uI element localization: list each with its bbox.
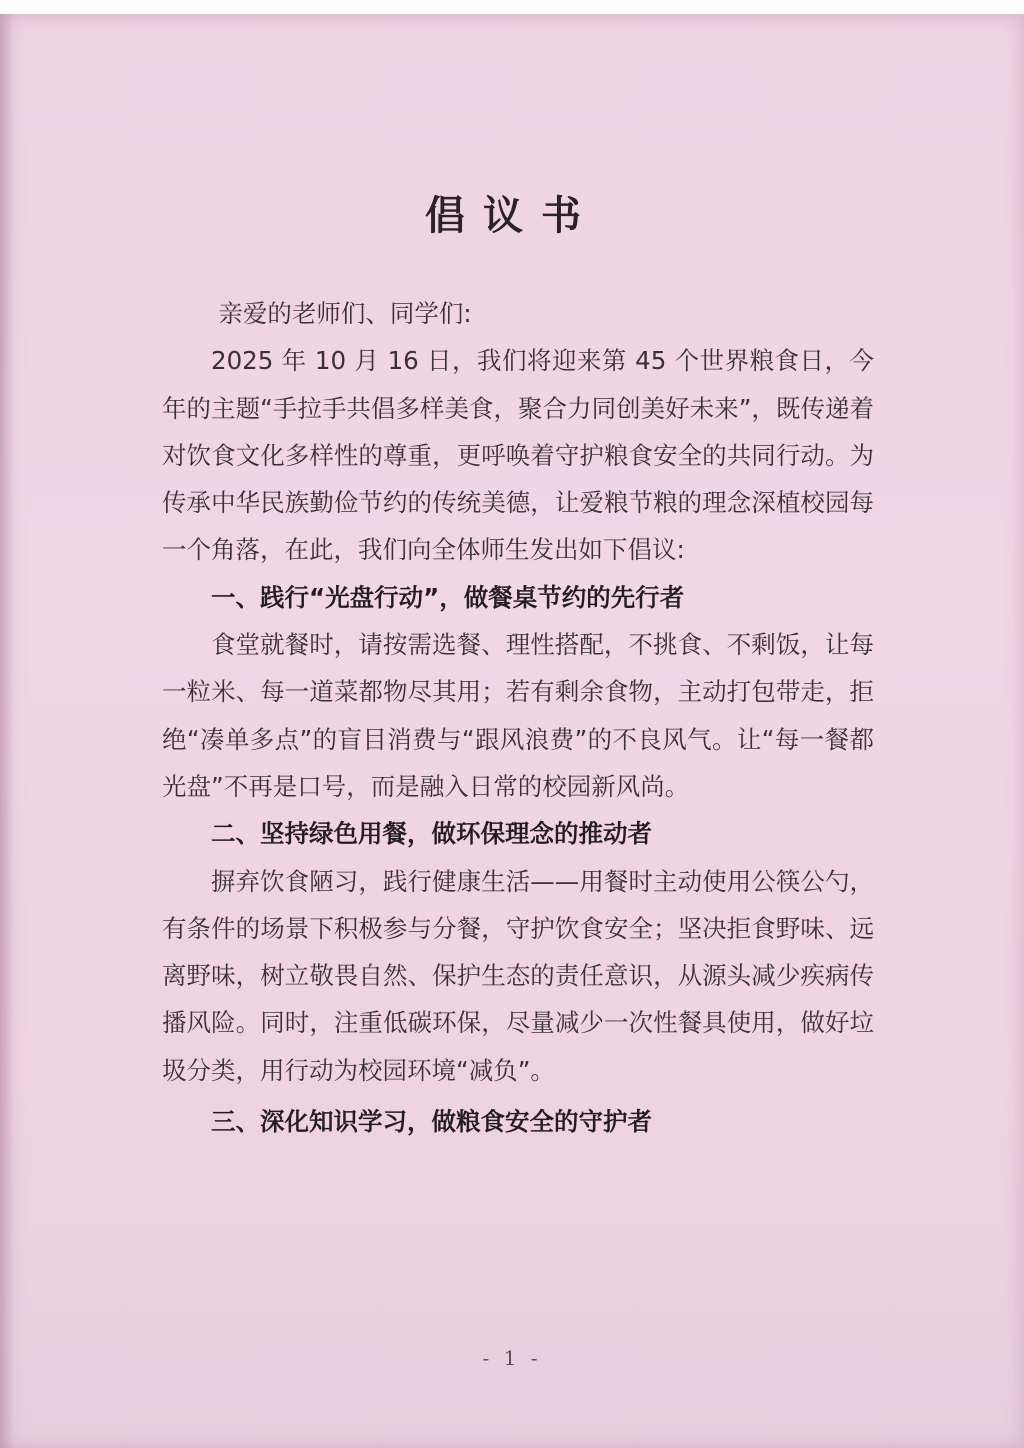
greeting: 亲爱的老师们、同学们: bbox=[218, 299, 472, 328]
section-heading-3: 三、深化知识学习，做粮食安全的守护者 bbox=[211, 1107, 652, 1137]
section-body-1: 食堂就餐时，请按需选餐、理性搭配，不挑食、不剩饭，让每一粒米、每一道菜都物尽其用；若有剩余食物，主动打包带走，拒绝“凑单多点”的盲目消费与“跟风浪费”的不良风气。让“每一餐都光盘”不再是口号，而是融入日常的校园新风尚。 bbox=[162, 630, 874, 801]
document-body bbox=[162, 290, 874, 1145]
document-title: 倡议书 bbox=[425, 192, 599, 239]
section-body-2: 摒弃饮食陋习，践行健康生活——用餐时主动使用公筷公勺，有条件的场景下积极参与分餐，守护饮食安全；坚决拒食野味、远离野味，树立敬畏自然、保护生态的责任意识，从源头减少疾病传播风险。同时，注重低碳环保，尽量减少一次性餐具使用，做好垃圾分类，用行动为校园环境“减负”。 bbox=[162, 866, 874, 1085]
intro-paragraph: 2025 年 10 月 16 日，我们将迎来第 45 个世界粮食日，今年的主题“手拉手共倡多样美食，聚合力同创美好未来”，既传递着对饮食文化多样性的尊重，更呼唤着守护粮食安全的共同行动。为传承中华民族勤俭节约的传统美德，让爱粮节粮的理念深植校园每一个角落，在此，我们向全体师生发出如下倡议: bbox=[162, 346, 874, 565]
document-page bbox=[0, 14, 1024, 1448]
page-number: - 1 - bbox=[482, 1346, 542, 1370]
section-heading-1: 一、践行“光盘行动”，做餐桌节约的先行者 bbox=[211, 582, 685, 612]
section-heading-2: 二、坚持绿色用餐，做环保理念的推动者 bbox=[211, 819, 652, 849]
